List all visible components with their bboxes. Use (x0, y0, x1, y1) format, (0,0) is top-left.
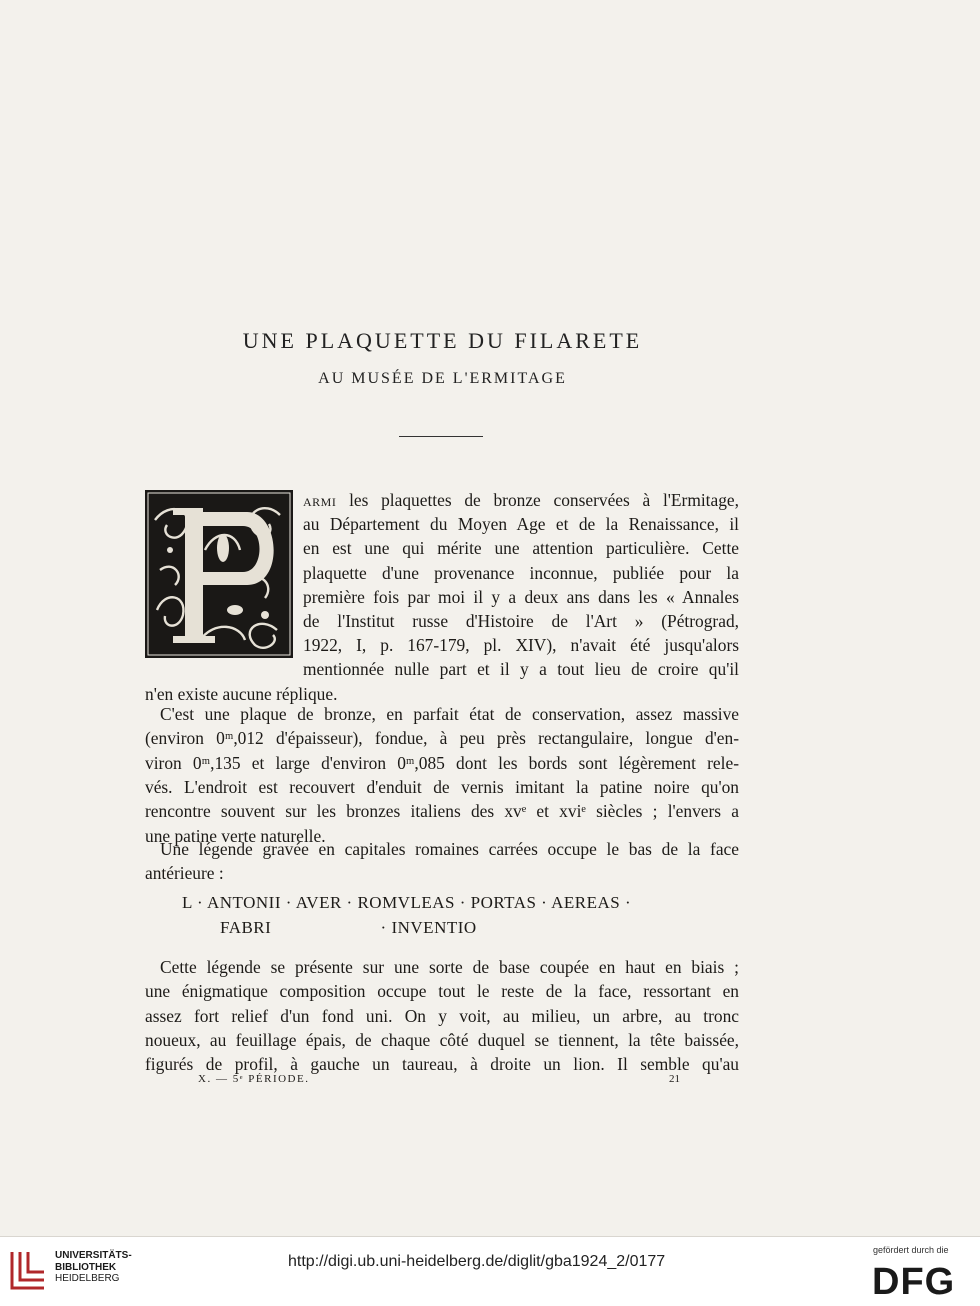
permalink-url[interactable]: http://digi.ub.uni-heidelberg.de/diglit/gba1924_2/0177 (288, 1253, 666, 1270)
library-logo-text: UNIVERSITÄTS- BIBLIOTHEK HEIDELBERG (55, 1250, 132, 1284)
body-line: figurés de profil, à gauche un taureau, à droite un lion. Il semble qu'au (145, 1054, 739, 1075)
title-divider (399, 436, 483, 437)
inscription-line-2: FABRI · INVENTIO (220, 918, 477, 937)
article-subtitle: AU MUSÉE DE L'ERMITAGE (318, 370, 567, 387)
body-line: C'est une plaque de bronze, en parfait état de conservation, assez massive (160, 704, 739, 724)
body-line: viron 0ᵐ,135 et large d'environ 0ᵐ,085 dont les bords sont légèrement rele- (145, 752, 739, 773)
body-line: vés. L'endroit est recouvert d'enduit de vernis imitant la patine noire qu'on (145, 776, 739, 797)
ornamental-dropcap-p (145, 490, 293, 658)
body-line: première fois par moi il y a deux ans dans les « Annales (303, 586, 739, 607)
body-line: en est une qui mérite une attention particulière. Cette (303, 538, 739, 559)
footer-divider (0, 1236, 980, 1237)
body-line: de l'Institut russe d'Histoire de l'Art » (Pétrograd, (303, 611, 739, 631)
body-line: mentionnée nulle part et il y a tout lieu de croire qu'il (303, 659, 739, 680)
body-line: antérieure : (145, 863, 224, 884)
library-logo-icon (8, 1248, 48, 1292)
body-line: plaquette d'une provenance inconnue, publiée pour la (303, 562, 739, 583)
body-line: une énigmatique composition occupe tout le reste de la face, ressortant en (145, 981, 739, 1002)
body-line: ARMI les plaquettes de bronze conservées à l'Ermitage, (303, 490, 739, 510)
body-line: assez fort relief d'un fond uni. On y voit, au milieu, un arbre, au tronc (145, 1005, 739, 1026)
body-line: noueux, au feuillage épais, de chaque côté duquel se tiennent, la tête baissée, (145, 1029, 739, 1050)
body-line: une patine verte naturelle. (145, 825, 326, 846)
funded-by-label: gefördert durch die (873, 1245, 949, 1255)
body-line: 1922, I, p. 167-179, pl. XIV), n'avait été jusqu'alors (303, 635, 739, 656)
body-line: au Département du Moyen Age et de la Renaissance, il (303, 514, 739, 535)
inscription-line-1: L · ANTONII · AVER · ROMVLEAS · PORTAS · AEREAS · (182, 893, 632, 912)
footer-period: X. — 5ᵉ PÉRIODE. (198, 1073, 310, 1085)
dfg-logo: DFG (872, 1261, 956, 1303)
body-line: (environ 0ᵐ,012 d'épaisseur), fondue, à peu près rectangulaire, longue d'en- (145, 728, 739, 749)
viewer-footer-bar (0, 1236, 980, 1306)
body-line: Une légende gravée en capitales romaines carrées occupe le bas de la face (160, 839, 739, 859)
page-number: 21 (669, 1073, 680, 1085)
article-title: UNE PLAQUETTE DU FILARETE (242, 328, 643, 353)
body-line: Cette légende se présente sur une sorte de base coupée en haut en biais ; (160, 957, 739, 977)
body-line: n'en existe aucune réplique. (145, 683, 338, 704)
body-line: rencontre souvent sur les bronzes italiens des xvᵉ et xviᵉ siècles ; l'envers a (145, 801, 739, 822)
